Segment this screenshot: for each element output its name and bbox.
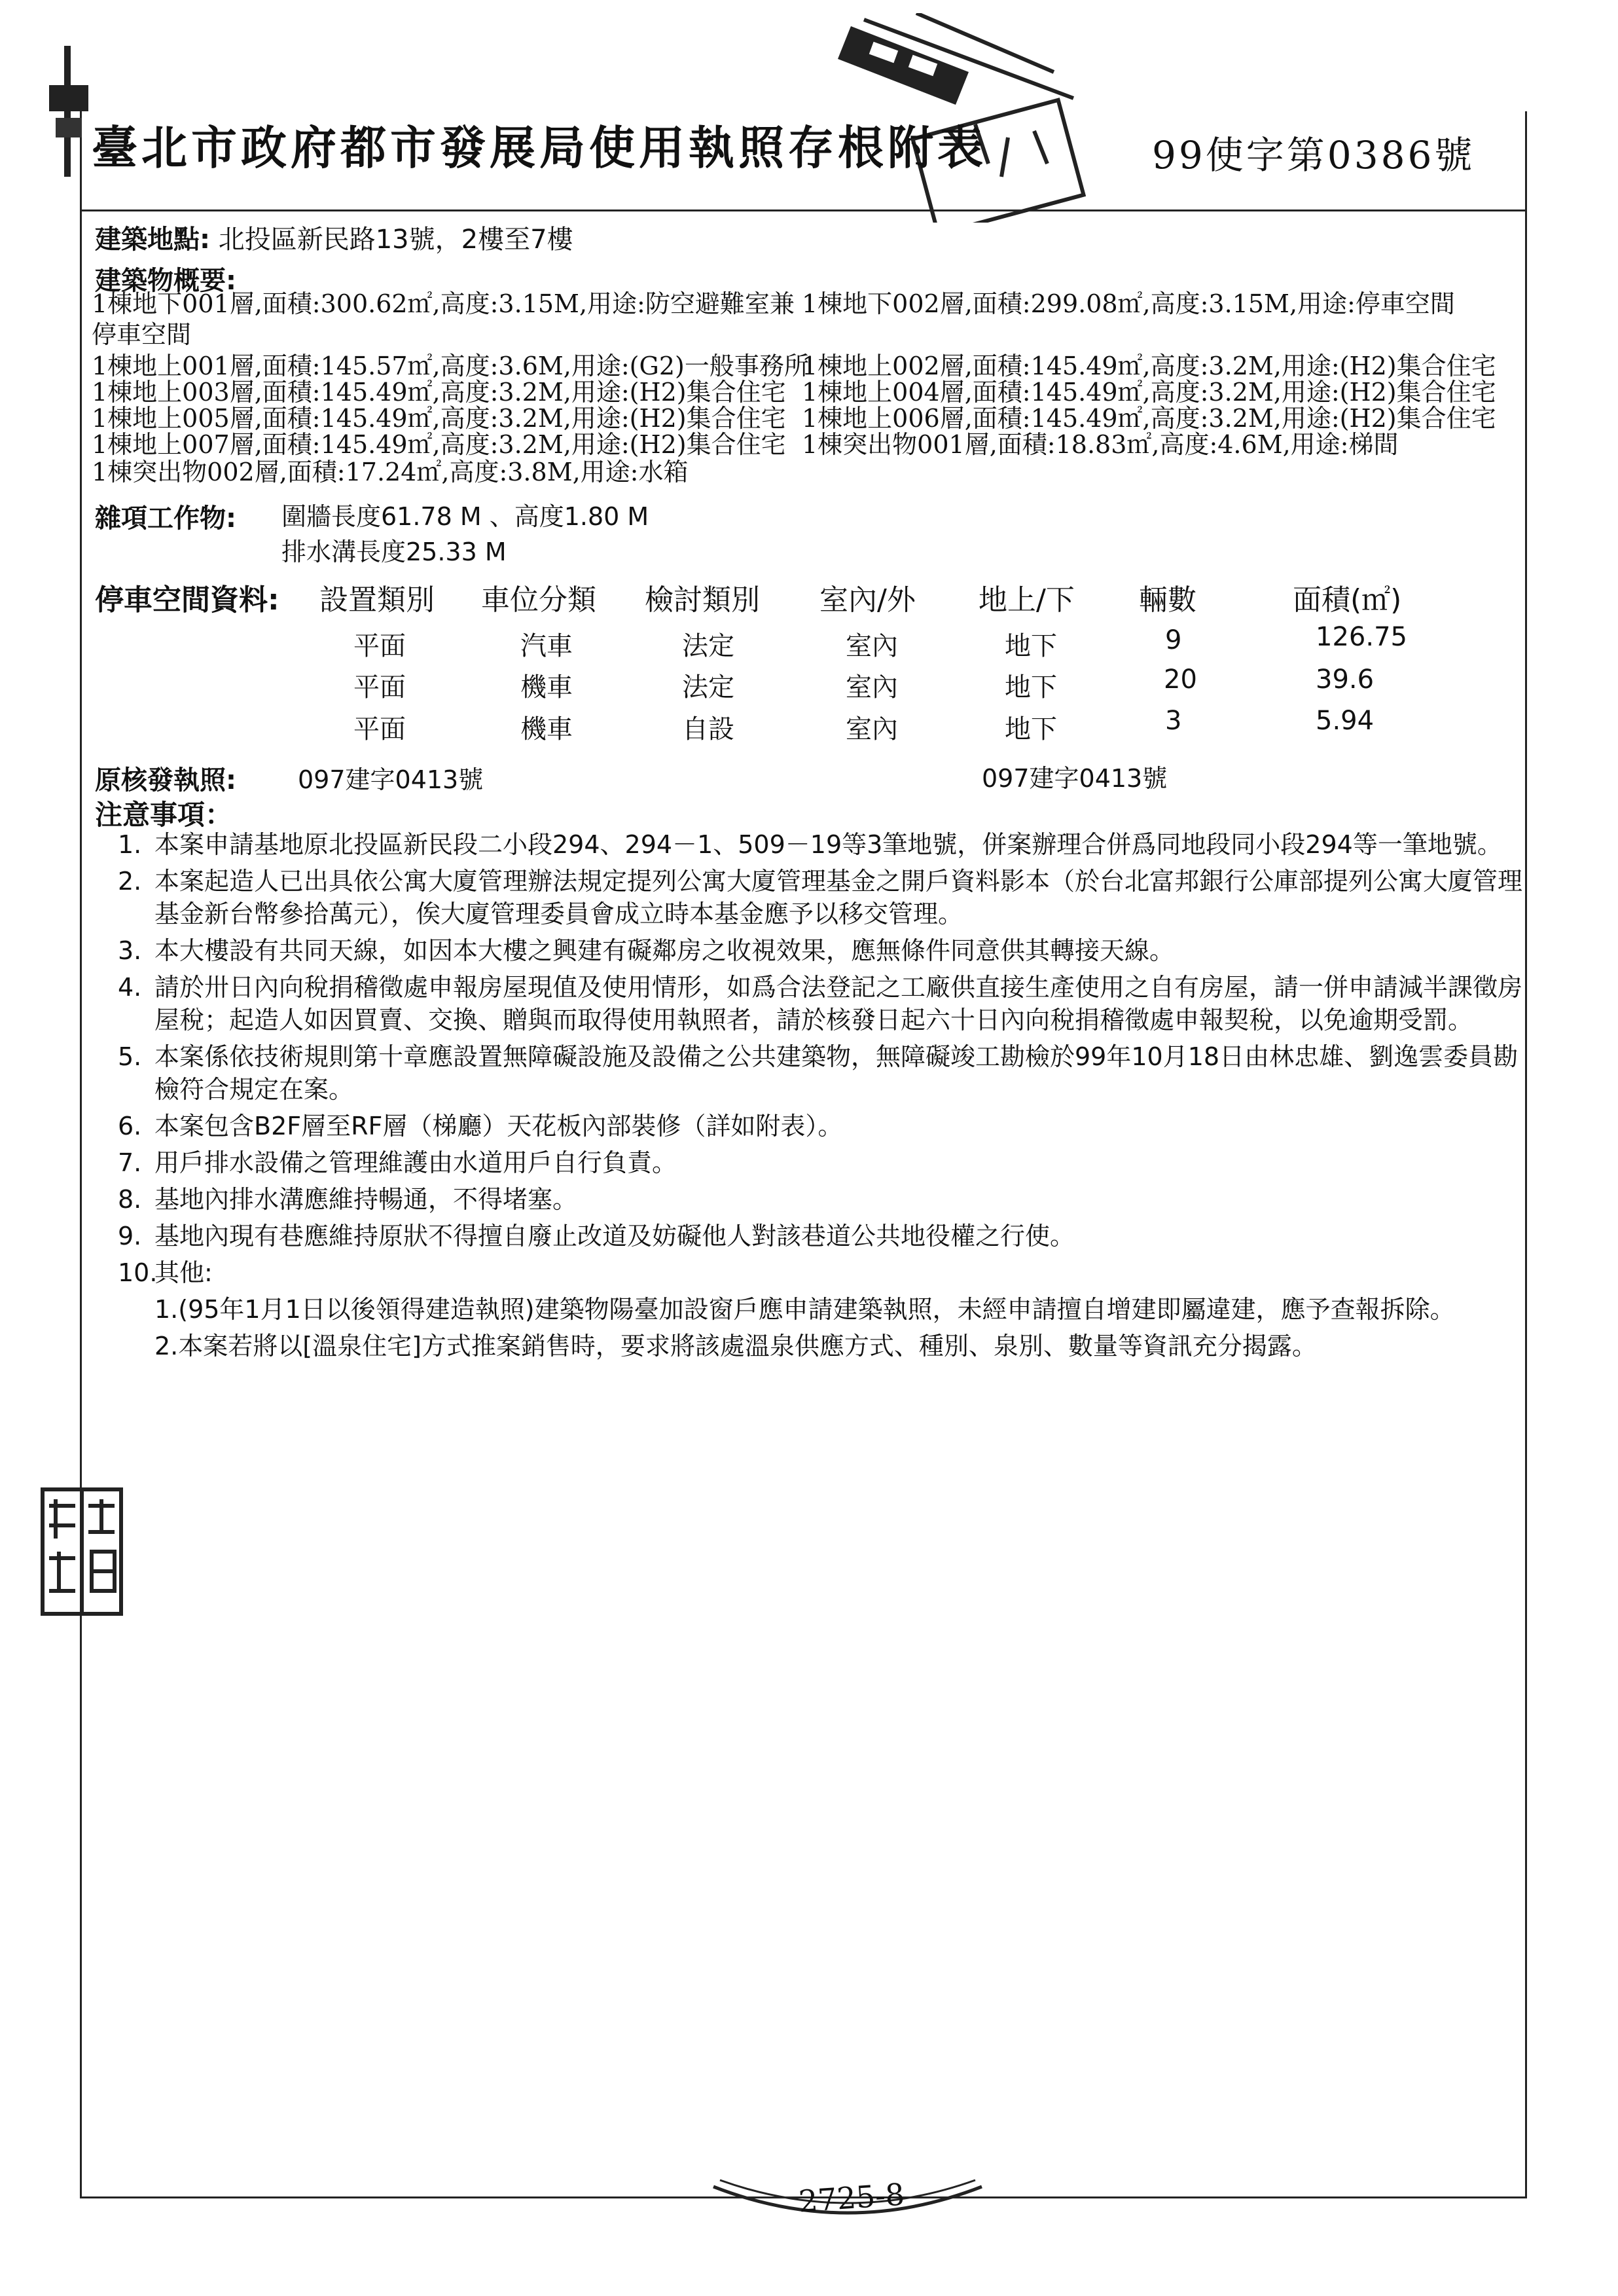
- misc-works-line: 圍牆長度61.78 M 、高度1.80 M: [281, 502, 649, 531]
- parking-cell: 126.75: [1316, 622, 1407, 652]
- parking-header: 室內/外: [819, 583, 916, 617]
- parking-header: 地上/下: [979, 583, 1075, 617]
- parking-cell: 地下: [1005, 714, 1057, 744]
- parking-cell: 機車: [520, 672, 573, 702]
- note-number: 2.: [118, 867, 142, 896]
- note-number: 3.: [118, 936, 142, 965]
- parking-header: 車位分類: [481, 583, 596, 617]
- bottom-stamp: [707, 2174, 988, 2239]
- original-license-value: 097建字0413號: [982, 764, 1168, 793]
- left-seal-stamp: [39, 1486, 124, 1617]
- note-item: [118, 828, 1525, 861]
- original-license-value: 097建字0413號: [298, 765, 484, 794]
- note-text: 本大樓設有共同天線，如因本大樓之興建有礙鄰房之收視效果，應無條件同意供其轉接天線。: [154, 936, 1175, 965]
- parking-header: 檢討類別: [645, 583, 760, 617]
- note-item: [118, 1040, 1525, 1106]
- note-text: 本案係依技術規則第十章應設置無障礙設施及設備之公共建築物，無障礙竣工勘檢於99年10月18日由林忠雄、劉逸雲委員勘檢符合規定在案。: [154, 1042, 1519, 1104]
- overview-line: 1棟地上001層,面積:145.57㎡,高度:3.6M,用途:(G2)一般事務所: [92, 352, 809, 380]
- parking-cell: 地下: [1005, 631, 1057, 661]
- note-item: [118, 1256, 1525, 1289]
- parking-cell: 3: [1165, 706, 1182, 736]
- note-number: 10.: [118, 1258, 158, 1287]
- overview-line: 1棟地上005層,面積:145.49㎡,高度:3.2M,用途:(H2)集合住宅: [92, 404, 786, 433]
- site-row: [95, 226, 573, 253]
- note-item: [118, 934, 1525, 967]
- parking-header: 設置類別: [319, 583, 435, 617]
- note-item: [118, 1110, 1525, 1142]
- parking-cell: 地下: [1005, 672, 1057, 702]
- parking-cell: 室內: [846, 672, 898, 702]
- misc-works-line: 排水溝長度25.33 M: [281, 538, 507, 566]
- overview-line: 1棟地上007層,面積:145.49㎡,高度:3.2M,用途:(H2)集合住宅: [92, 430, 786, 459]
- note-text: 本案包含B2F層至RF層（梯廳）天花板內部裝修（詳如附表）。: [154, 1112, 843, 1140]
- note-text: 本案申請基地原北投區新民段二小段294、294－1、509－19等3筆地號，併案辦理合併爲同地段同小段294等一筆地號。: [154, 830, 1502, 859]
- note-number: 6.: [118, 1112, 142, 1140]
- parking-cell: 室內: [846, 631, 898, 661]
- note-text: 基地內排水溝應維持暢通，不得堵塞。: [154, 1185, 578, 1214]
- binding-mark-icon: [46, 46, 92, 177]
- parking-cell: 平面: [353, 714, 406, 744]
- parking-cell: 法定: [682, 631, 734, 661]
- note-number: 4.: [118, 973, 142, 1002]
- overview-line: 1棟地上002層,面積:145.49㎡,高度:3.2M,用途:(H2)集合住宅: [802, 352, 1496, 380]
- parking-cell: 自設: [682, 714, 734, 744]
- notes-list: [118, 828, 1525, 1366]
- note-item: [118, 1146, 1525, 1179]
- parking-header: 輛數: [1139, 583, 1196, 617]
- overview-line: 1棟地上003層,面積:145.49㎡,高度:3.2M,用途:(H2)集合住宅: [92, 378, 786, 407]
- site-label: 建築地點:: [95, 225, 210, 255]
- note-text: 請於卅日內向稅捐稽徵處申報房屋現值及使用情形，如爲合法登記之工廠供直接生產使用之自有房屋，請一併申請減半課徵房屋稅；起造人如因買賣、交換、贈與而取得使用執照者，請於核發日起六十日內向稅捐稽徵處申報契稅，以免逾期受罰。: [154, 973, 1523, 1034]
- overview-label: 建築物概要:: [95, 266, 236, 296]
- overview-line: 1棟突出物002層,面積:17.24㎡,高度:3.8M,用途:水箱: [92, 458, 689, 486]
- note-item: [118, 971, 1525, 1036]
- note-text: 基地內現有巷應維持原狀不得擅自廢止改道及妨礙他人對該巷道公共地役權之行使。: [154, 1222, 1075, 1250]
- notes-label: 注意事項：: [95, 799, 233, 831]
- overview-line: 1棟地下001層,面積:300.62㎡,高度:3.15M,用途:防空避難室兼: [92, 289, 795, 318]
- overview-line: 1棟突出物001層,面積:18.83㎡,高度:4.6M,用途:梯間: [802, 430, 1399, 459]
- note-sub-item: 1.(95年1月1日以後領得建造執照)建築物陽臺加設窗戶應申請建築執照，未經申請擅自增建即屬違建，應予查報拆除。: [154, 1295, 1455, 1324]
- note-text: 用戶排水設備之管理維護由水道用戶自行負責。: [154, 1148, 677, 1177]
- parking-header: 面積(㎡): [1293, 583, 1402, 617]
- overview-line: 1棟地上006層,面積:145.49㎡,高度:3.2M,用途:(H2)集合住宅: [802, 404, 1496, 433]
- site-value: 北投區新民路13號，2樓至7樓: [218, 225, 573, 255]
- permit-number: 99使字第0386號: [1152, 133, 1475, 177]
- parking-cell: 機車: [520, 714, 573, 744]
- parking-cell: 法定: [682, 672, 734, 702]
- parking-cell: 5.94: [1316, 706, 1375, 736]
- note-item: [118, 865, 1525, 930]
- page-title: 臺北市政府都市發展局使用執照存根附表: [92, 120, 987, 175]
- parking-cell: 39.6: [1316, 665, 1375, 695]
- parking-cell: 室內: [846, 714, 898, 744]
- parking-cell: 9: [1165, 625, 1182, 655]
- note-text: 本案起造人已出具依公寓大廈管理辦法規定提列公寓大廈管理基金之開戶資料影本（於台北富邦銀行公庫部提列公寓大廈管理基金新台幣參拾萬元），俟大廈管理委員會成立時本基金應予以移交管理。: [154, 867, 1523, 928]
- misc-works-label: 雜項工作物:: [95, 503, 236, 534]
- note-text: 其他:: [154, 1258, 213, 1287]
- note-sub-item: 2.本案若將以[溫泉住宅]方式推案銷售時，要求將該處溫泉供應方式、種別、泉別、數量等資訊充分揭露。: [154, 1332, 1317, 1360]
- parking-cell: 平面: [353, 672, 406, 702]
- parking-cell: 20: [1164, 665, 1197, 695]
- note-number: 1.: [118, 830, 142, 859]
- original-license-label: 原核發執照:: [95, 765, 236, 795]
- header-rule: [80, 210, 1525, 211]
- parking-cell: 汽車: [520, 631, 573, 661]
- overview-line: 停車空間: [92, 320, 192, 349]
- note-number: 5.: [118, 1042, 142, 1071]
- parking-label: 停車空間資料:: [95, 583, 279, 617]
- parking-cell: 平面: [353, 631, 406, 661]
- note-number: 7.: [118, 1148, 142, 1177]
- note-item: [118, 1220, 1525, 1252]
- note-number: 8.: [118, 1185, 142, 1214]
- note-number: 9.: [118, 1222, 142, 1250]
- note-item: [118, 1183, 1525, 1216]
- overview-line: 1棟地下002層,面積:299.08㎡,高度:3.15M,用途:停車空間: [802, 289, 1455, 318]
- overview-line: 1棟地上004層,面積:145.49㎡,高度:3.2M,用途:(H2)集合住宅: [802, 378, 1496, 407]
- bottom-stamp-number: 2725-8: [797, 2176, 906, 2219]
